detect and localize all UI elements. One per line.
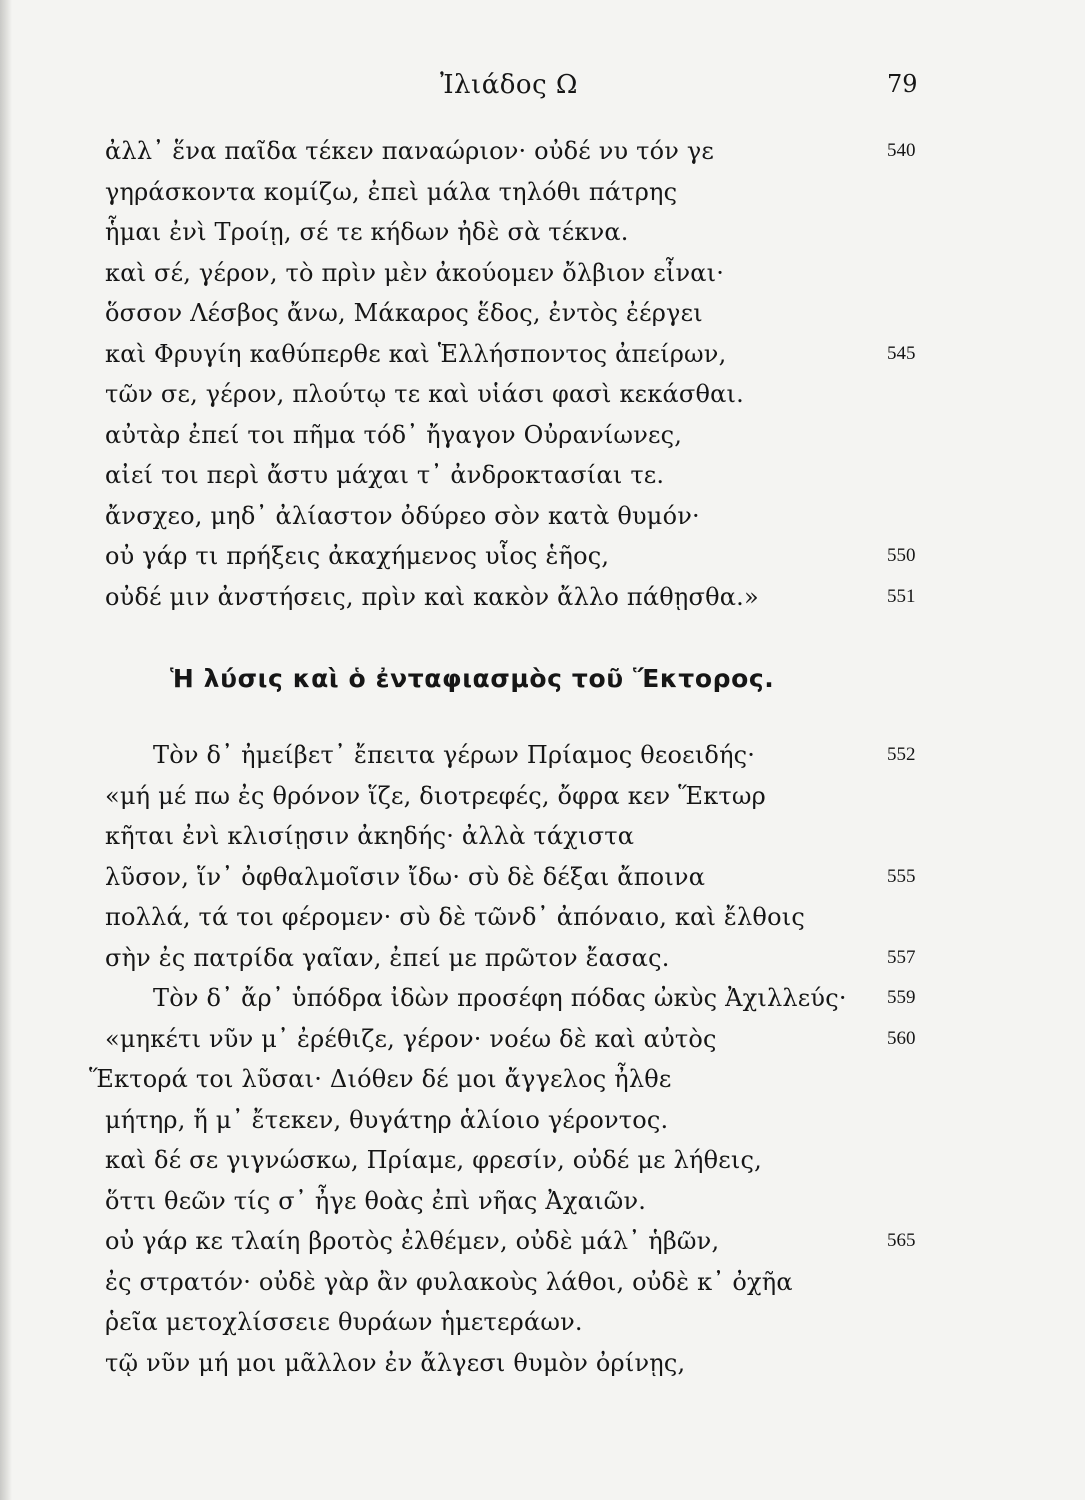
verse-line <box>0 459 1085 500</box>
line-number: 565 <box>887 1230 916 1251</box>
running-head <box>0 70 1085 104</box>
verse-text: «μηκέτι νῦν μ᾽ ἐρέθιζε, γέρον· νοέω δὲ καὶ αὐτὸς <box>105 1024 717 1053</box>
verse-text: ἀλλ᾽ ἕνα παῖδα τέκεν παναώριον· οὐδέ νυ τόν γε <box>105 137 715 165</box>
verse-line <box>0 780 1085 821</box>
verse-text: ὅττι θεῶν τίς σ᾽ ἦγε θοὰς ἐπὶ νῆας Ἀχαιῶν. <box>105 1186 647 1215</box>
verse-line <box>0 1023 1085 1064</box>
verse-text: Τὸν δ᾽ ἠμείβετ᾽ ἔπειτα γέρων Πρίαμος θεοειδής· <box>153 741 756 769</box>
verse-text: καὶ δέ σε γιγνώσκω, Πρίαμε, φρεσίν, οὐδέ με λήθεις, <box>105 1146 762 1174</box>
page-number: 79 <box>887 70 918 98</box>
line-number: 545 <box>887 342 916 364</box>
verse-line <box>0 176 1085 217</box>
verse-line <box>0 581 1085 622</box>
line-number: 560 <box>887 1027 916 1049</box>
line-number: 551 <box>887 585 916 607</box>
verse-line <box>0 820 1085 861</box>
line-number: 557 <box>887 946 916 968</box>
verse-line <box>0 1185 1085 1226</box>
verse-line <box>0 500 1085 541</box>
verse-text: σὴν ἐς πατρίδα γαῖαν, ἐπεί με πρῶτον ἔασας. <box>105 943 670 972</box>
verse-text: πολλά, τά τοι φέρομεν· σὺ δὲ τῶνδ᾽ ἀπόναιο, καὶ ἔλθοις <box>105 903 805 931</box>
verse-text: ὅσσον Λέσβος ἄνω, Μάκαρος ἕδος, ἐντὸς ἐέργει <box>105 299 703 327</box>
verse-line <box>0 942 1085 983</box>
line-number: 550 <box>887 545 916 566</box>
line-number: 559 <box>887 987 916 1008</box>
verse-line <box>0 216 1085 257</box>
verse-text: Τὸν δ᾽ ἄρ᾽ ὑπόδρα ἰδὼν προσέφη πόδας ὠκὺς Ἀχιλλεύς· <box>153 984 847 1012</box>
verse-text: οὐ γάρ τι πρήξεις ἀκαχήμενος υἷος ἑῆος, <box>105 542 610 570</box>
verse-line <box>0 1104 1085 1145</box>
verse-text: αὐτὰρ ἐπεί τοι πῆμα τόδ᾽ ἤγαγον Οὐρανίωνες, <box>105 420 683 449</box>
running-title: Ἰλιάδος Ω <box>440 70 578 100</box>
verse-line <box>0 338 1085 379</box>
verse-line <box>0 419 1085 460</box>
verse-line <box>0 378 1085 419</box>
verse-line <box>0 1347 1085 1388</box>
verse-text: καὶ Φρυγίη καθύπερθε καὶ Ἑλλήσποντος ἀπείρων, <box>105 339 727 368</box>
verse-line <box>0 257 1085 298</box>
verse-block-one <box>0 135 1085 621</box>
verse-text: γηράσκοντα κομίζω, ἐπεὶ μάλα τηλόθι πάτρης <box>105 177 678 206</box>
verse-line <box>0 1144 1085 1185</box>
verse-text: «μή μέ πω ἐς θρόνον ἵζε, διοτρεφές, ὄφρα κεν Ἕκτωρ <box>105 781 766 810</box>
line-number: 552 <box>887 744 916 765</box>
verse-text: Ἕκτορά τοι λῦσαι· Διόθεν δέ μοι ἄγγελος ἦλθε <box>89 1065 672 1093</box>
verse-line <box>0 901 1085 942</box>
verse-text: αἰεί τοι περὶ ἄστυ μάχαι τ᾽ ἀνδροκτασίαι τε. <box>105 461 665 489</box>
line-number: 555 <box>887 865 916 887</box>
verse-block-two <box>0 739 1085 1387</box>
verse-line <box>0 982 1085 1023</box>
verse-line <box>0 1266 1085 1307</box>
verse-text: ἄνσχεο, μηδ᾽ ἀλίαστον ὀδύρεο σὸν κατὰ θυμόν· <box>105 501 700 530</box>
verse-line <box>0 1306 1085 1347</box>
verse-text: τῷ νῦν μή μοι μᾶλλον ἐν ἄλγεσι θυμὸν ὀρίνῃς, <box>105 1348 686 1377</box>
verse-text: κῆται ἐνὶ κλισίῃσιν ἀκηδής· ἀλλὰ τάχιστα <box>105 822 635 850</box>
verse-line <box>0 135 1085 176</box>
verse-line <box>0 1063 1085 1104</box>
verse-line <box>0 739 1085 780</box>
verse-line <box>0 861 1085 902</box>
verse-line <box>0 297 1085 338</box>
section-heading: Ἡ λύσις καὶ ὁ ἐνταφιασμὸς τοῦ Ἕκτορος. <box>170 664 775 693</box>
verse-line <box>0 540 1085 581</box>
verse-text: ῥεῖα μετοχλίσσειε θυράων ἡμετεράων. <box>105 1308 583 1336</box>
verse-text: οὐ γάρ κε τλαίη βροτὸς ἐλθέμεν, οὐδὲ μάλ᾽ ἡβῶν, <box>105 1227 720 1255</box>
verse-text: μήτηρ, ἥ μ᾽ ἔτεκεν, θυγάτηρ ἁλίοιο γέροντος. <box>105 1105 669 1134</box>
verse-text: τῶν σε, γέρον, πλούτῳ τε καὶ υἱάσι φασὶ κεκάσθαι. <box>105 380 744 408</box>
line-number: 540 <box>887 140 916 161</box>
verse-text: ἐς στρατόν· οὐδὲ γὰρ ἂν φυλακοὺς λάθοι, οὐδὲ κ᾽ ὀχῆα <box>105 1267 793 1296</box>
verse-text: λῦσον, ἵν᾽ ὀφθαλμοῖσιν ἴδω· σὺ δὲ δέξαι ἄποινα <box>105 862 706 891</box>
verse-text: καὶ σέ, γέρον, τὸ πρὶν μὲν ἀκούομεν ὄλβιον εἶναι· <box>105 258 725 287</box>
verse-text: οὐδέ μιν ἀνστήσεις, πρὶν καὶ κακὸν ἄλλο πάθῃσθα.» <box>105 582 759 611</box>
verse-text: ἧμαι ἐνὶ Τροίῃ, σέ τε κήδων ἠδὲ σὰ τέκνα. <box>105 218 629 246</box>
verse-line <box>0 1225 1085 1266</box>
